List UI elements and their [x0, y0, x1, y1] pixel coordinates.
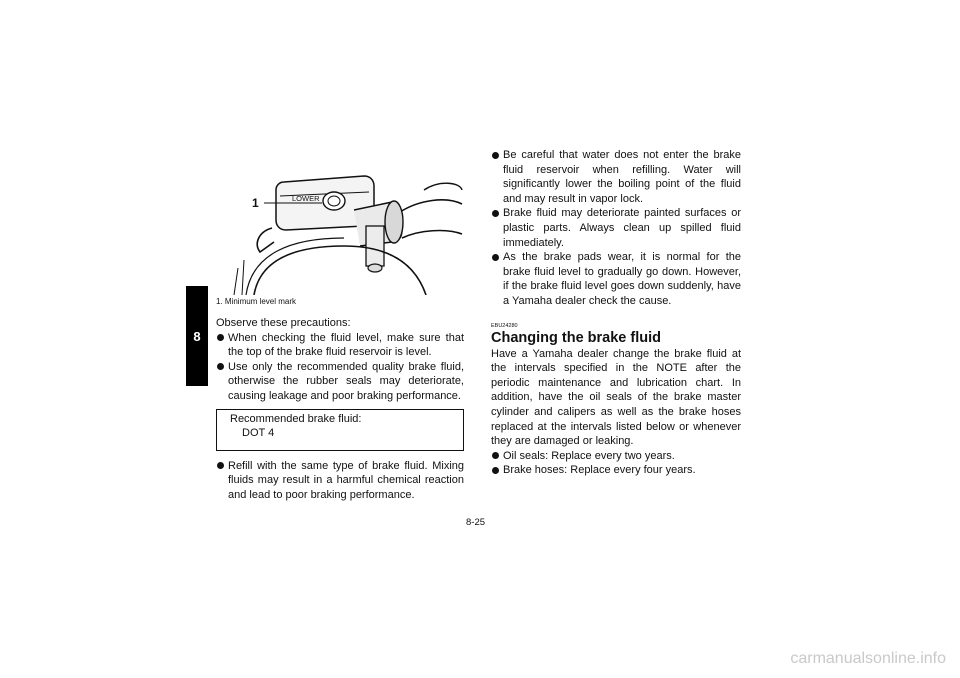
list-item: Brake hoses: Replace every four years. [491, 463, 741, 478]
list-item: Refill with the same type of brake fluid. Mixing fluids may result in a harmful chemical reaction and lead to poor braking performance. [216, 459, 464, 503]
box-title: Recommended brake fluid: [230, 412, 362, 425]
list-item: Brake fluid may deteriorate painted surfaces or plastic parts. Always clean up spilled fluid immediately. [491, 206, 741, 250]
watermark: carmanualsonline.info [790, 650, 946, 667]
precautions-list-right [491, 148, 741, 309]
left-column [216, 316, 464, 502]
page-number: 8-25 [466, 517, 486, 528]
section-paragraph: Have a Yamaha dealer change the brake fluid at the intervals specified in the NOTE after the periodic maintenance and lubrication chart. In addition, have the oil seals of the brake master cylinder and calipers as well as the brake hoses replaced at the intervals listed below or whenever they are damaged or leaking. [491, 347, 741, 448]
recommended-fluid-box [216, 409, 464, 451]
lower-mark-label: LOWER [292, 194, 320, 203]
brake-reservoir-figure [214, 160, 464, 295]
list-item: As the brake pads wear, it is normal for the brake fluid level to gradually go down. However, if the brake fluid level goes down suddenly, have a Yamaha dealer check the cause. [491, 250, 741, 308]
chapter-tab: 8 [186, 286, 208, 386]
precautions-list-continued [216, 459, 464, 503]
list-item: Oil seals: Replace every two years. [491, 449, 741, 464]
brake-reservoir-illustration [214, 160, 464, 295]
section-code: EBU24280 [491, 322, 518, 329]
box-value: DOT 4 [242, 427, 275, 440]
right-column [491, 148, 741, 478]
precautions-intro: Observe these precautions: [216, 317, 351, 329]
section-heading: Changing the brake fluid [491, 329, 661, 346]
callout-number: 1 [252, 196, 259, 210]
list-item: When checking the fluid level, make sure that the top of the brake fluid reservoir is level. [216, 331, 464, 360]
figure-caption: 1. Minimum level mark [216, 297, 297, 306]
precautions-list [216, 331, 464, 404]
replacement-list [491, 449, 741, 478]
list-item: Use only the recommended quality brake fluid, otherwise the rubber seals may deteriorate, causing leakage and poor braking performance. [216, 360, 464, 404]
list-item: Be careful that water does not enter the brake fluid reservoir when refilling. Water will significantly lower the boiling point of the fluid and may result in vapor lock. [491, 148, 741, 206]
